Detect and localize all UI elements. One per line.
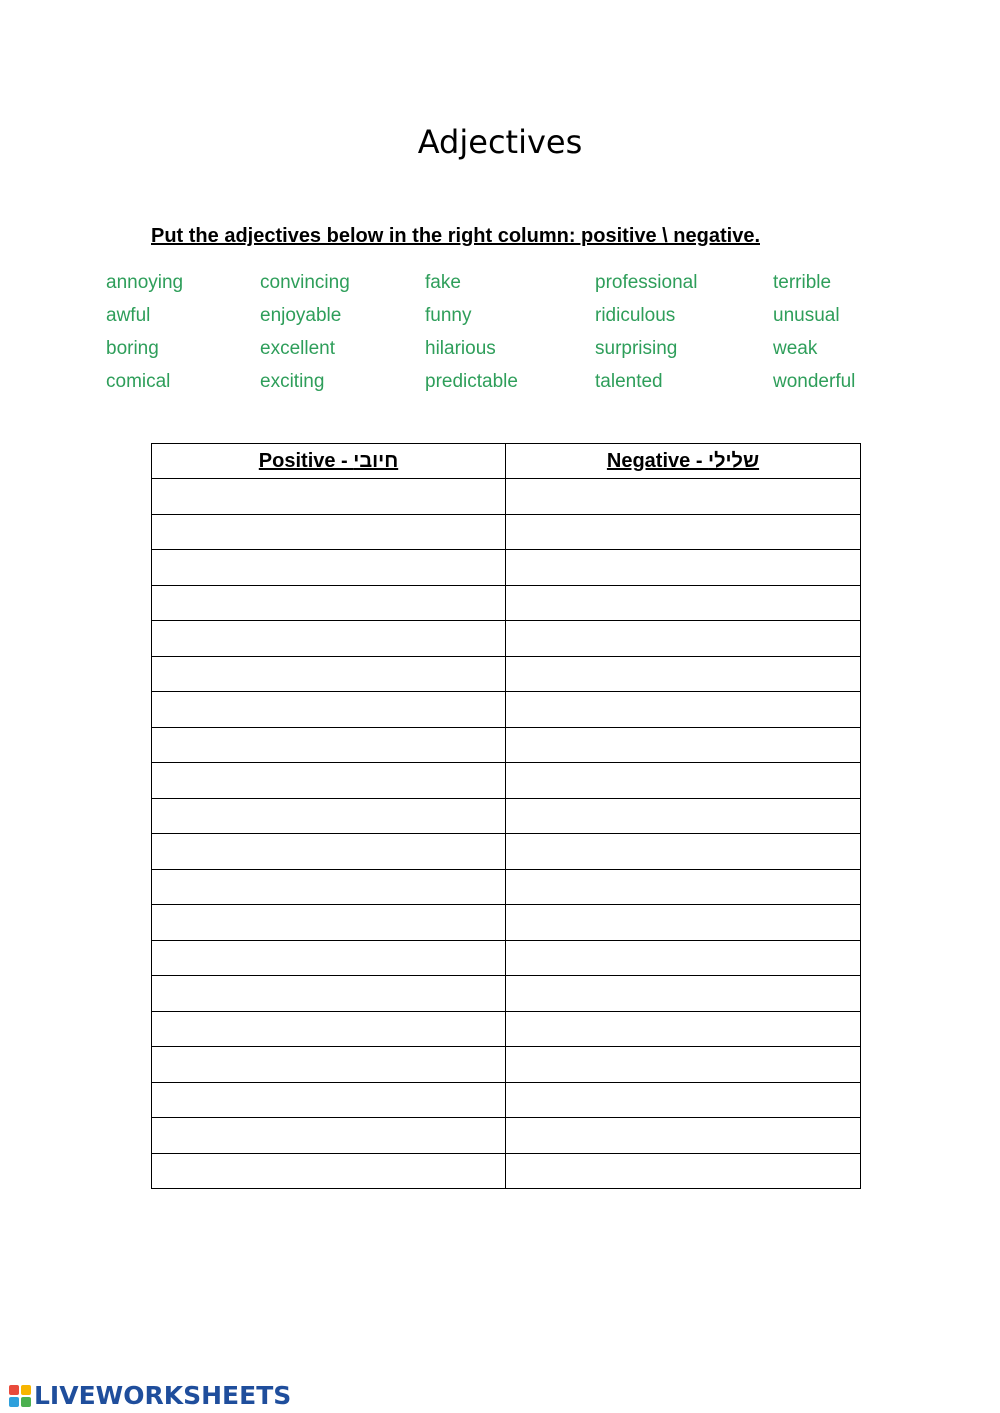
table-row <box>152 869 861 905</box>
word-bank-item: excellent <box>260 338 335 359</box>
table-row <box>152 798 861 834</box>
word-bank-item: ridiculous <box>595 305 676 326</box>
positive-answer-cell[interactable] <box>152 763 506 799</box>
positive-answer-cell[interactable] <box>152 585 506 621</box>
negative-answer-cell[interactable] <box>506 976 861 1012</box>
word-bank-item: surprising <box>595 338 678 359</box>
logo-square <box>9 1397 19 1407</box>
negative-answer-cell[interactable] <box>506 1082 861 1118</box>
negative-answer-cell[interactable] <box>506 514 861 550</box>
word-bank-item: weak <box>773 338 818 359</box>
positive-answer-cell[interactable] <box>152 692 506 728</box>
logo-square <box>21 1397 31 1407</box>
negative-answer-cell[interactable] <box>506 1118 861 1154</box>
sorting-table <box>151 443 861 1189</box>
negative-answer-cell[interactable] <box>506 585 861 621</box>
word-bank-item: comical <box>106 371 171 392</box>
word-bank-item: convincing <box>260 272 350 293</box>
word-bank-item: professional <box>595 272 698 293</box>
negative-answer-cell[interactable] <box>506 550 861 586</box>
negative-answer-cell[interactable] <box>506 692 861 728</box>
negative-answer-cell[interactable] <box>506 940 861 976</box>
table-row <box>152 479 861 515</box>
table-row <box>152 1153 861 1189</box>
negative-answer-cell[interactable] <box>506 621 861 657</box>
word-bank <box>0 0 1000 420</box>
positive-answer-cell[interactable] <box>152 1118 506 1154</box>
worksheet-title: Adjectives <box>417 123 583 161</box>
negative-answer-cell[interactable] <box>506 869 861 905</box>
word-bank-item: boring <box>106 338 159 359</box>
positive-answer-cell[interactable] <box>152 514 506 550</box>
liveworksheets-logo <box>8 1382 291 1410</box>
table-row <box>152 656 861 692</box>
table-row <box>152 1047 861 1083</box>
word-bank-item: exciting <box>260 371 325 392</box>
table-row <box>152 834 861 870</box>
positive-answer-cell[interactable] <box>152 1082 506 1118</box>
table-row <box>152 1118 861 1154</box>
negative-answer-cell[interactable] <box>506 763 861 799</box>
negative-answer-cell[interactable] <box>506 1011 861 1047</box>
negative-answer-cell[interactable] <box>506 905 861 941</box>
table-row <box>152 727 861 763</box>
negative-answer-cell[interactable] <box>506 656 861 692</box>
positive-answer-cell[interactable] <box>152 798 506 834</box>
negative-answer-cell[interactable] <box>506 479 861 515</box>
negative-answer-cell[interactable] <box>506 834 861 870</box>
table-row <box>152 585 861 621</box>
word-bank-item: wonderful <box>773 371 856 392</box>
table-row <box>152 976 861 1012</box>
negative-answer-cell[interactable] <box>506 1153 861 1189</box>
positive-answer-cell[interactable] <box>152 940 506 976</box>
positive-answer-cell[interactable] <box>152 727 506 763</box>
table-body <box>152 479 861 1189</box>
table-row <box>152 905 861 941</box>
negative-column-header: Negative - שלילי <box>506 444 861 479</box>
table-row <box>152 692 861 728</box>
positive-answer-cell[interactable] <box>152 1047 506 1083</box>
positive-answer-cell[interactable] <box>152 479 506 515</box>
word-bank-item: terrible <box>773 272 832 293</box>
positive-answer-cell[interactable] <box>152 869 506 905</box>
table-row <box>152 550 861 586</box>
positive-answer-cell[interactable] <box>152 621 506 657</box>
positive-answer-cell[interactable] <box>152 1011 506 1047</box>
positive-answer-cell[interactable] <box>152 550 506 586</box>
instruction-text: Put the adjectives below in the right column: positive \ negative. <box>151 225 760 247</box>
positive-answer-cell[interactable] <box>152 656 506 692</box>
word-bank-item: predictable <box>425 371 518 392</box>
table-row <box>152 1011 861 1047</box>
negative-answer-cell[interactable] <box>506 1047 861 1083</box>
table-row <box>152 1082 861 1118</box>
negative-answer-cell[interactable] <box>506 727 861 763</box>
logo-square <box>21 1385 31 1395</box>
positive-answer-cell[interactable] <box>152 1153 506 1189</box>
logo-mark-icon <box>8 1384 32 1408</box>
positive-answer-cell[interactable] <box>152 905 506 941</box>
word-bank-item: awful <box>106 305 151 326</box>
word-bank-item: talented <box>595 371 663 392</box>
positive-answer-cell[interactable] <box>152 976 506 1012</box>
word-bank-item: fake <box>425 272 461 293</box>
table-header-row <box>152 444 861 479</box>
word-bank-item: unusual <box>773 305 840 326</box>
positive-answer-cell[interactable] <box>152 834 506 870</box>
word-bank-item: hilarious <box>425 338 496 359</box>
negative-answer-cell[interactable] <box>506 798 861 834</box>
word-bank-item: annoying <box>106 272 184 293</box>
word-bank-item: enjoyable <box>260 305 342 326</box>
positive-column-header: Positive - חיובי <box>152 444 506 479</box>
table-row <box>152 514 861 550</box>
logo-square <box>9 1385 19 1395</box>
word-bank-item: funny <box>425 305 472 326</box>
table-row <box>152 940 861 976</box>
table-row <box>152 621 861 657</box>
logo-text: LIVEWORKSHEETS <box>34 1381 292 1410</box>
table-row <box>152 763 861 799</box>
